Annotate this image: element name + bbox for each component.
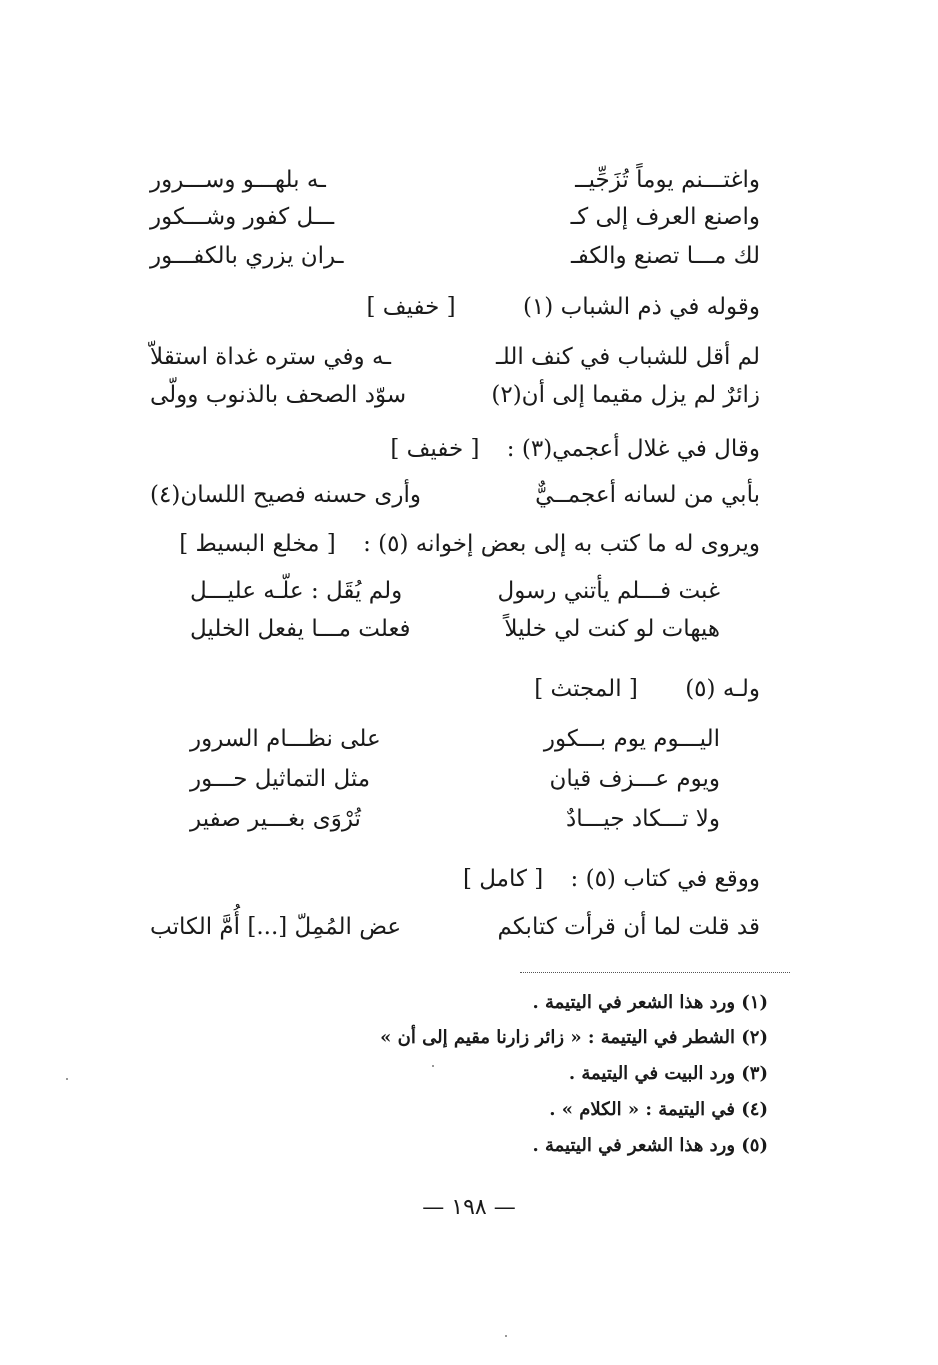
footnote: (٤) في اليتيمة : « الكلام » . — [549, 1099, 768, 1120]
second-hemistich: وأرى حسنه فصيح اللسان(٤) — [150, 482, 422, 508]
first-hemistich: بأبي من لسانه أعجمــيٌّ — [535, 482, 760, 508]
section-heading — [150, 432, 760, 466]
second-hemistich: سوّد الصحف بالذنوب وولّى — [150, 382, 407, 408]
footnote-divider — [520, 972, 790, 973]
meter-label: [ مخلع البسيط ] — [179, 531, 336, 557]
footnote: (٢) الشطر في اليتيمة : « زائر زارنا مقيم إلى أن » — [380, 1027, 768, 1048]
heading-text: ولـه (٥) — [685, 676, 760, 702]
footnote: (١) ورد هذا الشعر في اليتيمة . — [532, 992, 768, 1013]
verse-line — [150, 478, 760, 512]
first-hemistich: اليـــوم يوم بـــكور — [543, 726, 720, 752]
verse-line — [190, 612, 720, 646]
scan-speck — [505, 1335, 507, 1337]
heading-text: ووقع في كتاب (٥) : — [570, 866, 760, 892]
verse-line — [190, 802, 720, 836]
verse-line — [150, 200, 760, 234]
first-hemistich: ولا تـــكاد جيـــادٌ — [565, 806, 720, 832]
second-hemistich: فعلت مـــا يفعل الخليل — [190, 616, 411, 642]
footnote: (٣) ورد البيت في اليتيمة . — [568, 1063, 768, 1084]
scan-speck — [66, 1078, 68, 1080]
first-hemistich: قد قلت لما أن قرأت كتابكم — [497, 914, 760, 940]
verse-line — [190, 574, 720, 608]
second-hemistich: على نظـــام السرور — [190, 726, 381, 752]
meter-label: [ خفيف ] — [366, 294, 456, 320]
second-hemistich: ولم يُقَل : علّـه عليـــل — [190, 578, 403, 604]
scan-speck — [432, 1065, 434, 1067]
meter-label: [ كامل ] — [462, 866, 544, 892]
verse-line — [150, 163, 760, 197]
verse-line — [190, 762, 720, 796]
second-hemistich: تُرْوَى بغـــير صفير — [190, 806, 361, 832]
second-hemistich: ـــل كفور وشـــكور — [150, 204, 335, 230]
second-hemistich: مثل التماثيل حـــور — [190, 766, 371, 792]
first-hemistich: واغتـــنم يوماً تُزَجِّيــ — [575, 167, 760, 193]
heading-text: ويروى له ما كتب به إلى بعض إخوانه (٥) : — [363, 531, 760, 557]
heading-text: وقال في غلال أعجمي(٣) : — [506, 436, 760, 462]
first-hemistich: لم أقل للشباب في كنف اللـ — [495, 344, 760, 370]
footnote: (٥) ورد هذا الشعر في اليتيمة . — [532, 1135, 768, 1156]
meter-label: [ المجتث ] — [534, 676, 638, 702]
section-heading — [150, 527, 760, 561]
section-heading — [150, 672, 760, 706]
verse-line — [150, 340, 760, 374]
heading-text: وقوله في ذم الشباب (١) — [522, 294, 760, 320]
second-hemistich: عض المُمِلّ [...] أُمَّ الكاتب — [150, 914, 402, 940]
first-hemistich: ويوم عـــزف قيان — [549, 766, 720, 792]
first-hemistich: لك مـــا تصنع والكفـ — [571, 243, 760, 269]
first-hemistich: غبت فـــلم يأتني رسول — [497, 578, 720, 604]
first-hemistich: واصنع العرف إلى كـ — [570, 204, 760, 230]
second-hemistich: ـه بلهـــو وســـرور — [150, 167, 326, 193]
verse-line — [150, 239, 760, 273]
verse-line — [190, 722, 720, 756]
verse-line — [150, 378, 760, 412]
first-hemistich: زائرٌ لم يزل مقيما إلى أن(٢) — [491, 382, 760, 408]
page-number: — ١٩٨ — — [422, 1195, 516, 1220]
meter-label: [ خفيف ] — [390, 436, 480, 462]
section-heading — [150, 290, 760, 324]
first-hemistich: هيهات لو كنت لي خليلاً — [504, 616, 720, 642]
section-heading — [150, 862, 760, 896]
second-hemistich: ـران يزري بالكفـــور — [150, 243, 344, 269]
verse-line — [150, 910, 760, 944]
second-hemistich: ـه وفي ستره غداة استقلاّ — [150, 344, 392, 370]
